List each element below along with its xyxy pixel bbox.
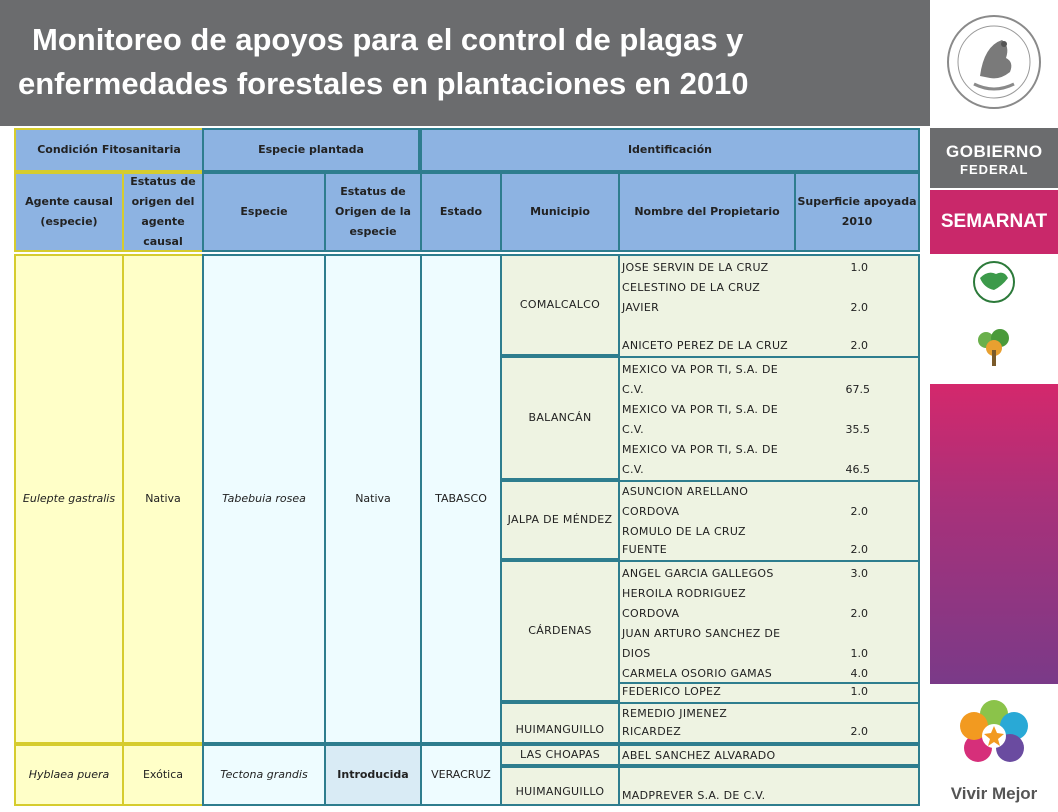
cell-municipio: HUIMANGUILLO: [500, 702, 620, 744]
owner-superficie: 46.5: [845, 463, 870, 476]
header-especie-plantada: Especie plantada: [202, 128, 420, 172]
owner-name: ASUNCION ARELLANO: [622, 485, 749, 498]
owner-name: C.V.: [622, 383, 644, 396]
federal-text: FEDERAL: [960, 162, 1029, 177]
vivir-mejor-text: Vivir Mejor: [950, 784, 1038, 803]
header-condicion: Condición Fitosanitaria: [14, 128, 204, 172]
owner-name: ANGEL GARCIA GALLEGOS: [622, 567, 774, 580]
eagle-seal-icon: [944, 6, 1044, 118]
gobierno-federal-logo: [930, 128, 1058, 188]
col-estado: Estado: [420, 172, 502, 252]
owner-name: MEXICO VA POR TI, S.A. DE: [622, 443, 779, 456]
cell-estado-2: VERACRUZ: [420, 744, 502, 806]
cell-municipio: CÁRDENAS: [500, 560, 620, 702]
decorative-band: [930, 384, 1058, 684]
owner-name: RICARDEZ: [622, 725, 682, 738]
cell-estatus-especie-2: Introducida: [324, 744, 422, 806]
owner-superficie: 67.5: [845, 383, 870, 396]
owners-block-1: [618, 254, 920, 744]
owner-superficie: 2.0: [850, 543, 868, 556]
owner-superficie: 4.0: [850, 667, 868, 680]
owner-superficie: 1.0: [850, 261, 868, 274]
cell-agente-1: Eulepte gastralis: [14, 254, 124, 744]
owner-name: DIOS: [622, 647, 651, 660]
owner-name: MADPREVER S.A. DE C.V.: [622, 789, 766, 802]
title-line-2: enfermedades forestales en plantaciones en 2010: [18, 66, 749, 101]
owner-superficie: 3.0: [850, 567, 868, 580]
mexico-seal: [930, 0, 1058, 126]
row-divider: [620, 560, 920, 562]
owner-superficie: 1.0: [850, 685, 868, 698]
owner-name: FUENTE: [622, 543, 668, 556]
cell-especie-2: Tectona grandis: [202, 744, 326, 806]
cell-municipio: HUIMANGUILLO: [500, 766, 620, 806]
cell-estatus-agente-2: Exótica: [122, 744, 204, 806]
owner-name: FEDERICO LOPEZ: [622, 685, 722, 698]
cell-municipio: JALPA DE MÉNDEZ: [500, 480, 620, 560]
cell-municipio: COMALCALCO: [500, 254, 620, 356]
owner-name: MEXICO VA POR TI, S.A. DE: [622, 363, 779, 376]
row-divider: [620, 356, 920, 358]
cell-municipio: LAS CHOAPAS: [500, 744, 620, 766]
gobierno-text: GOBIERNO: [946, 142, 1043, 161]
owner-name: C.V.: [622, 463, 644, 476]
owner-name: MEXICO VA POR TI, S.A. DE: [622, 403, 779, 416]
owners-block-2b: [618, 766, 920, 806]
cell-estado-1: TABASCO: [420, 254, 502, 744]
owner-superficie: 2.0: [850, 339, 868, 352]
col-municipio: Municipio: [500, 172, 620, 252]
anio-bosques-logo: [930, 320, 1058, 382]
owner-name: ROMULO DE LA CRUZ: [622, 525, 746, 538]
owner-name: HEROILA RODRIGUEZ: [622, 587, 746, 600]
owner-name: JOSE SERVIN DE LA CRUZ: [622, 261, 769, 274]
cell-estatus-agente-1: Nativa: [122, 254, 204, 744]
owners-block-2a: [618, 744, 920, 766]
owner-superficie: 2.0: [850, 505, 868, 518]
owner-name: ANICETO PEREZ DE LA CRUZ: [622, 339, 788, 352]
owner-name: CORDOVA: [622, 607, 680, 620]
owner-superficie: 2.0: [850, 301, 868, 314]
conafor-icon: [930, 256, 1058, 306]
owner-name: ABEL SANCHEZ ALVARADO: [622, 749, 776, 762]
owner-name: C.V.: [622, 423, 644, 436]
tree-icon: [930, 320, 1058, 372]
semarnat-logo: SEMARNAT: [930, 190, 1058, 254]
owner-name: JAVIER: [622, 301, 660, 314]
owner-superficie: 2.0: [850, 607, 868, 620]
vivir-mejor-flower-icon: [930, 686, 1058, 782]
col-agente-causal: Agente causal (especie): [14, 172, 124, 252]
side-panel: [930, 0, 1058, 812]
col-superficie: Superficie apoyada 2010: [794, 172, 920, 252]
cell-agente-2: Hyblaea puera: [14, 744, 124, 806]
owner-name: CARMELA OSORIO GAMAS: [622, 667, 773, 680]
owner-superficie: 1.0: [850, 647, 868, 660]
vivir-mejor-logo: [930, 686, 1058, 812]
cell-estatus-especie-1: Nativa: [324, 254, 422, 744]
owner-name: JUAN ARTURO SANCHEZ DE: [622, 627, 781, 640]
cell-especie-1: Tabebuia rosea: [202, 254, 326, 744]
header-identificacion: Identificación: [420, 128, 920, 172]
owner-name: CORDOVA: [622, 505, 680, 518]
col-estatus-agente: Estatus de origen del agente causal: [122, 172, 204, 252]
col-estatus-especie: Estatus de Origen de la especie: [324, 172, 422, 252]
title-banner: [0, 0, 930, 126]
page-title: [0, 18, 930, 106]
owner-superficie: 2.0: [850, 725, 868, 738]
col-especie: Especie: [202, 172, 326, 252]
owner-name: CELESTINO DE LA CRUZ: [622, 281, 761, 294]
cell-municipio: BALANCÁN: [500, 356, 620, 480]
title-line-1: Monitoreo de apoyos para el control de plagas y: [32, 22, 744, 57]
col-propietario: Nombre del Propietario: [618, 172, 796, 252]
owner-superficie: 35.5: [845, 423, 870, 436]
conafor-logo: [930, 256, 1058, 318]
owner-name: REMEDIO JIMENEZ: [622, 707, 728, 720]
